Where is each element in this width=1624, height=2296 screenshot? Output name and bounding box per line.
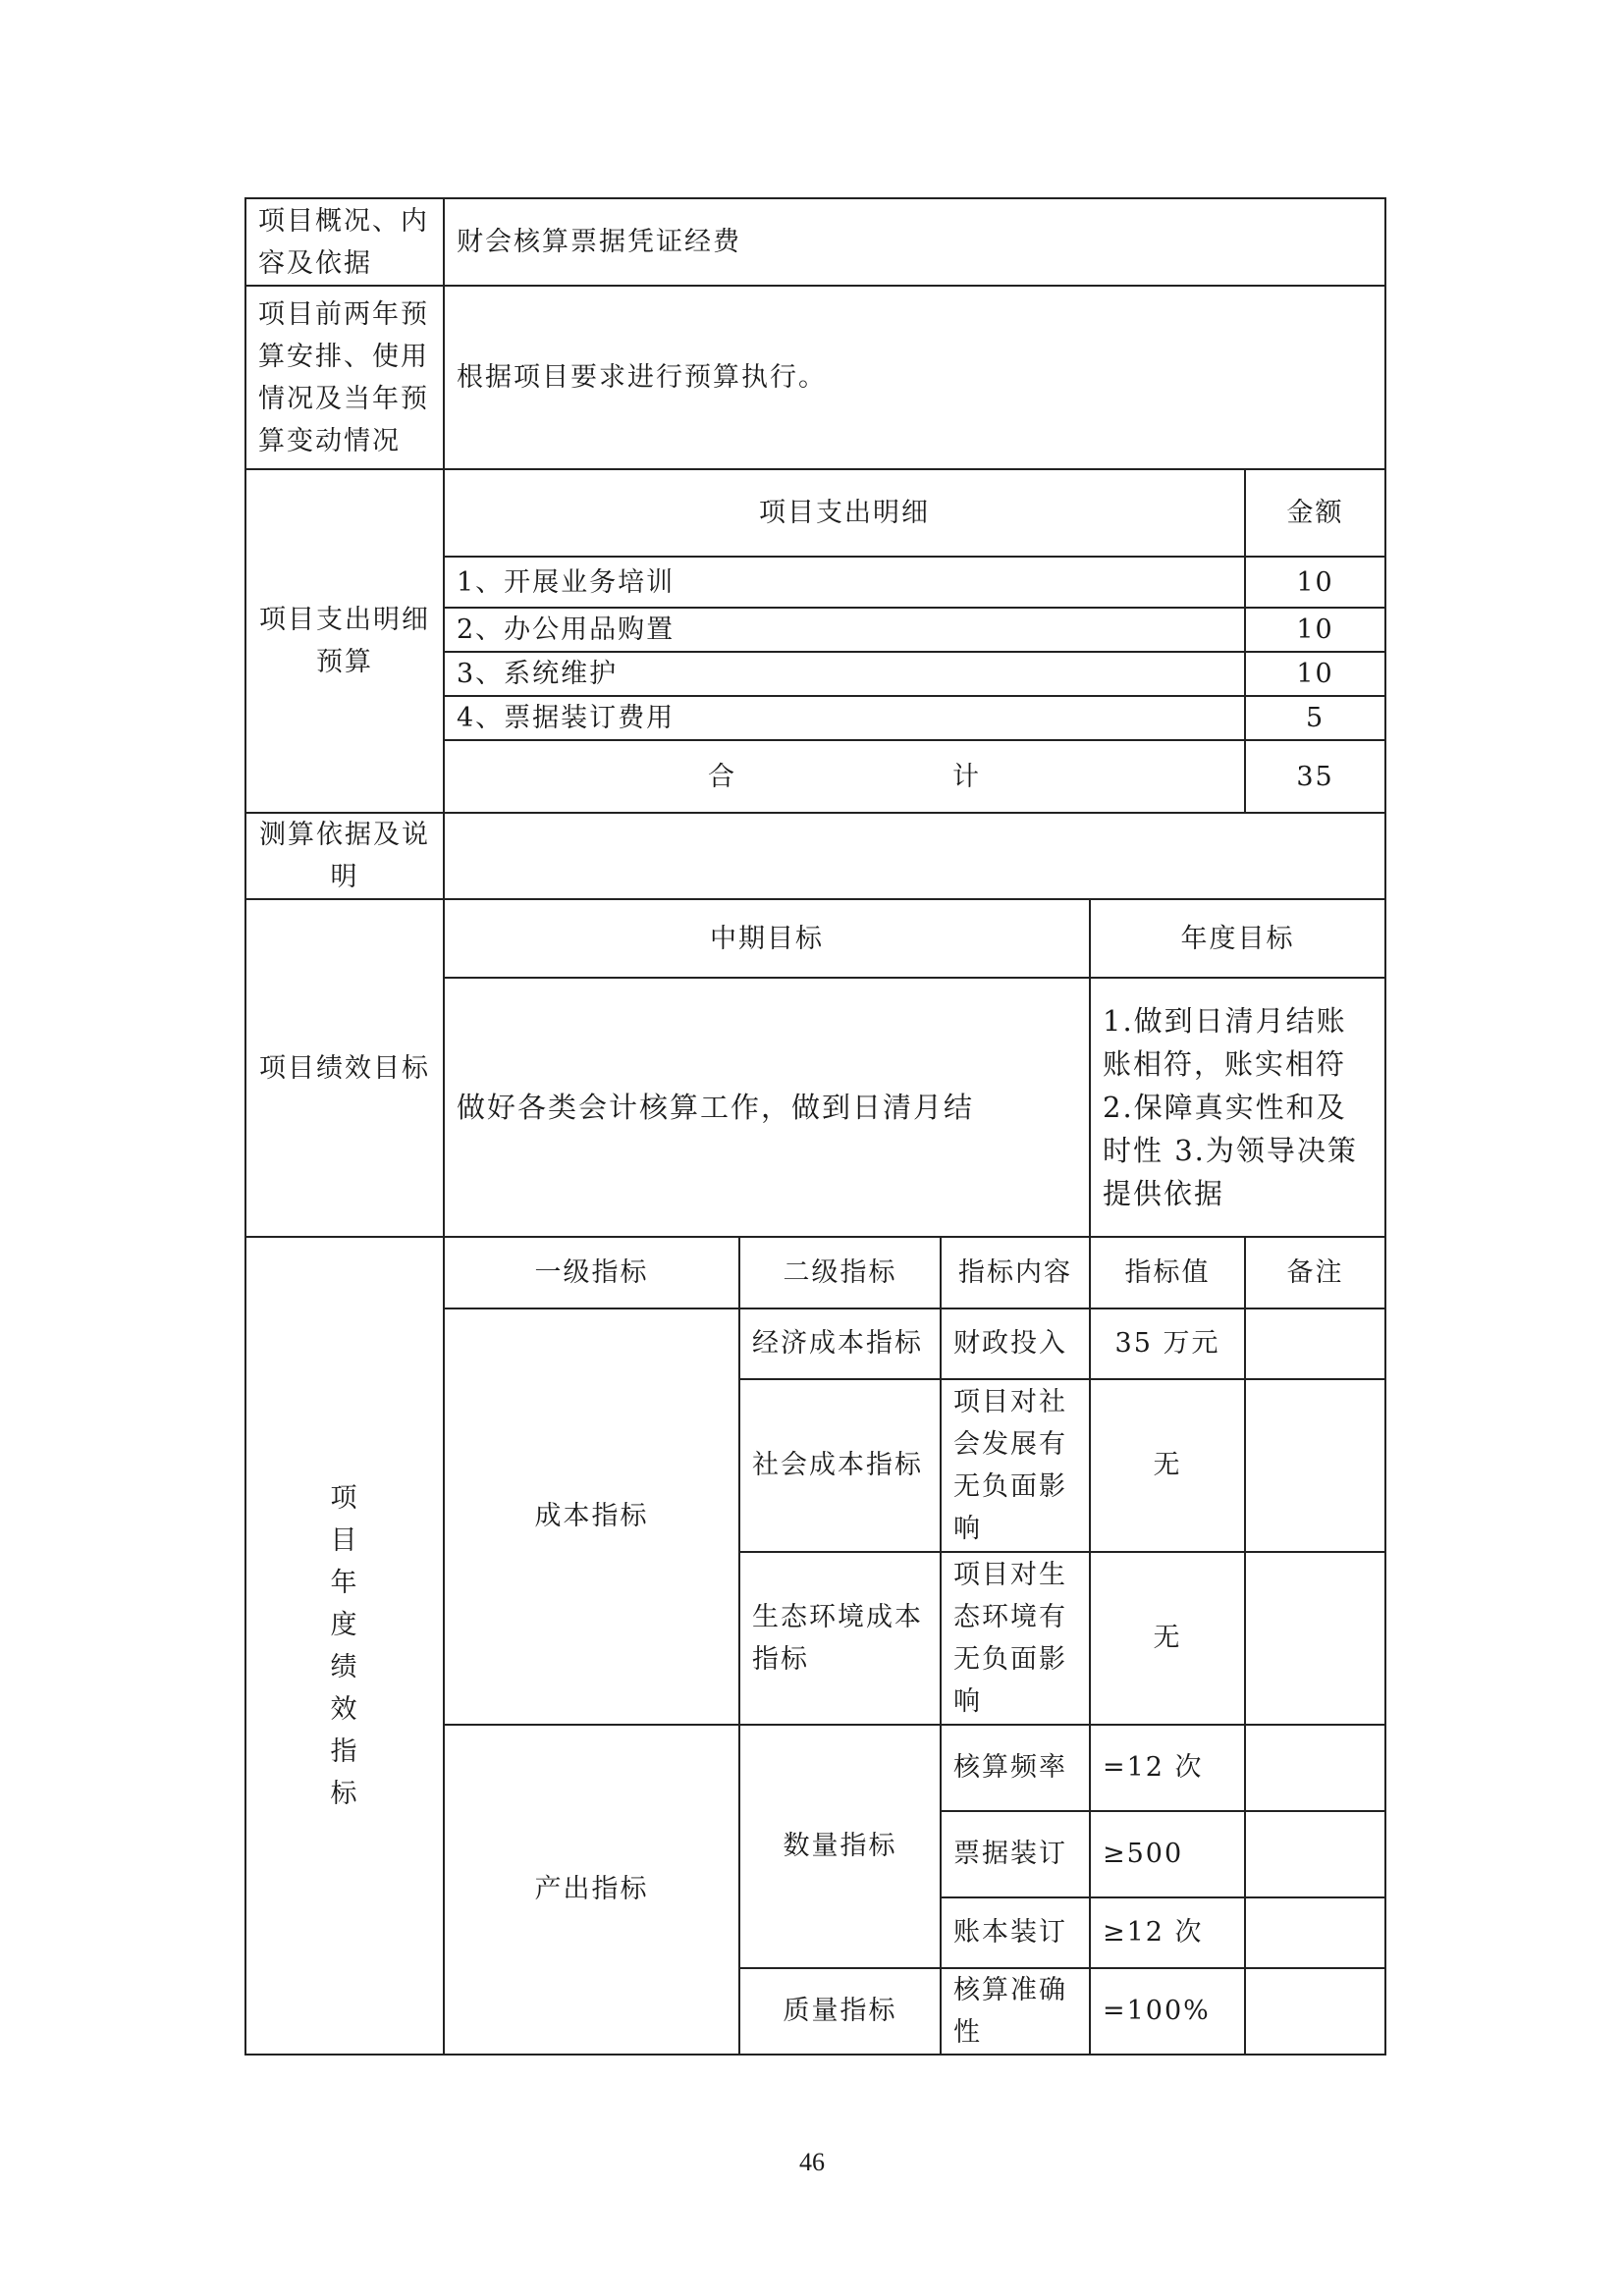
annual-goal-header: 年度目标 <box>1090 899 1385 978</box>
col-header-value: 指标值 <box>1090 1237 1245 1308</box>
output-level1: 产出指标 <box>444 1725 739 2055</box>
mid-goal-value: 做好各类会计核算工作，做到日清月结 <box>444 978 1090 1237</box>
annual-goal-value: 1.做到日清月结账账相符，账实相符 2.保障真实性和及时性 3.为领导决策提供依据 <box>1090 978 1385 1237</box>
overview-label: 项目概况、内容及依据 <box>245 198 444 286</box>
quantity-content: 核算频率 <box>941 1725 1090 1811</box>
cost-content: 项目对生态环境有无负面影响 <box>941 1552 1090 1725</box>
page-number: 46 <box>799 2148 825 2176</box>
expense-detail-header: 项目支出明细 <box>444 469 1245 557</box>
expense-item-amount: 10 <box>1245 557 1385 608</box>
expense-item-name: 4、票据装订费用 <box>444 696 1245 740</box>
table-row <box>245 899 1385 978</box>
basis-value <box>444 813 1385 899</box>
col-header-level2: 二级指标 <box>739 1237 941 1308</box>
cost-content: 项目对社会发展有无负面影响 <box>941 1379 1090 1552</box>
quality-value: =100% <box>1090 1968 1245 2055</box>
expense-item-amount: 10 <box>1245 652 1385 696</box>
indicators-label-char: 度 <box>330 1609 359 1640</box>
col-header-note: 备注 <box>1245 1237 1385 1308</box>
quantity-note <box>1245 1811 1385 1897</box>
cost-level2: 经济成本指标 <box>739 1308 941 1379</box>
cost-level2: 社会成本指标 <box>739 1379 941 1552</box>
quantity-value: ≥500 <box>1090 1811 1245 1897</box>
overview-value: 财会核算票据凭证经费 <box>444 198 1385 286</box>
quantity-content: 账本装订 <box>941 1897 1090 1968</box>
indicators-label-char: 效 <box>330 1693 359 1725</box>
expense-item-amount: 5 <box>1245 696 1385 740</box>
history-value: 根据项目要求进行预算执行。 <box>444 286 1385 469</box>
quality-note <box>1245 1968 1385 2055</box>
expense-amount-header: 金额 <box>1245 469 1385 557</box>
budget-table <box>244 197 1386 2056</box>
expense-label: 项目支出明细预算 <box>245 469 444 813</box>
quantity-value: =12 次 <box>1090 1725 1245 1811</box>
cost-value: 无 <box>1090 1552 1245 1725</box>
cost-note <box>1245 1552 1385 1725</box>
quantity-content: 票据装订 <box>941 1811 1090 1897</box>
expense-item-amount: 10 <box>1245 608 1385 652</box>
table-row <box>245 813 1385 899</box>
total-left-char: 合 <box>708 761 736 792</box>
indicators-label-char: 标 <box>330 1778 359 1809</box>
indicators-label <box>245 1237 444 2055</box>
cost-content: 财政投入 <box>941 1308 1090 1379</box>
goals-label: 项目绩效目标 <box>245 899 444 1237</box>
basis-label: 测算依据及说明 <box>245 813 444 899</box>
quantity-level2: 数量指标 <box>739 1725 941 1968</box>
col-header-content: 指标内容 <box>941 1237 1090 1308</box>
expense-item-name: 1、开展业务培训 <box>444 557 1245 608</box>
cost-level1: 成本指标 <box>444 1308 739 1725</box>
expense-item-name: 2、办公用品购置 <box>444 608 1245 652</box>
quantity-note <box>1245 1725 1385 1811</box>
cost-level2: 生态环境成本指标 <box>739 1552 941 1725</box>
indicators-label-char: 指 <box>330 1735 359 1767</box>
history-label: 项目前两年预算安排、使用情况及当年预算变动情况 <box>245 286 444 469</box>
indicators-label-char: 绩 <box>330 1651 359 1682</box>
table-row <box>245 286 1385 469</box>
table-row <box>245 198 1385 286</box>
table-row <box>245 469 1385 557</box>
cost-value: 35 万元 <box>1090 1308 1245 1379</box>
indicators-label-char: 目 <box>330 1524 359 1556</box>
quantity-note <box>1245 1897 1385 1968</box>
col-header-level1: 一级指标 <box>444 1237 739 1308</box>
quality-level2: 质量指标 <box>739 1968 941 2055</box>
expense-item-name: 3、系统维护 <box>444 652 1245 696</box>
indicators-label-char: 项 <box>330 1482 359 1514</box>
cost-note <box>1245 1308 1385 1379</box>
expense-total-label <box>444 740 1245 813</box>
quality-content: 核算准确性 <box>941 1968 1090 2055</box>
cost-note <box>1245 1379 1385 1552</box>
mid-goal-header: 中期目标 <box>444 899 1090 978</box>
total-right-char: 计 <box>952 761 981 792</box>
quantity-value: ≥12 次 <box>1090 1897 1245 1968</box>
indicators-label-char: 年 <box>330 1567 359 1598</box>
expense-total-amount: 35 <box>1245 740 1385 813</box>
table-row <box>245 1237 1385 1308</box>
cost-value: 无 <box>1090 1379 1245 1552</box>
